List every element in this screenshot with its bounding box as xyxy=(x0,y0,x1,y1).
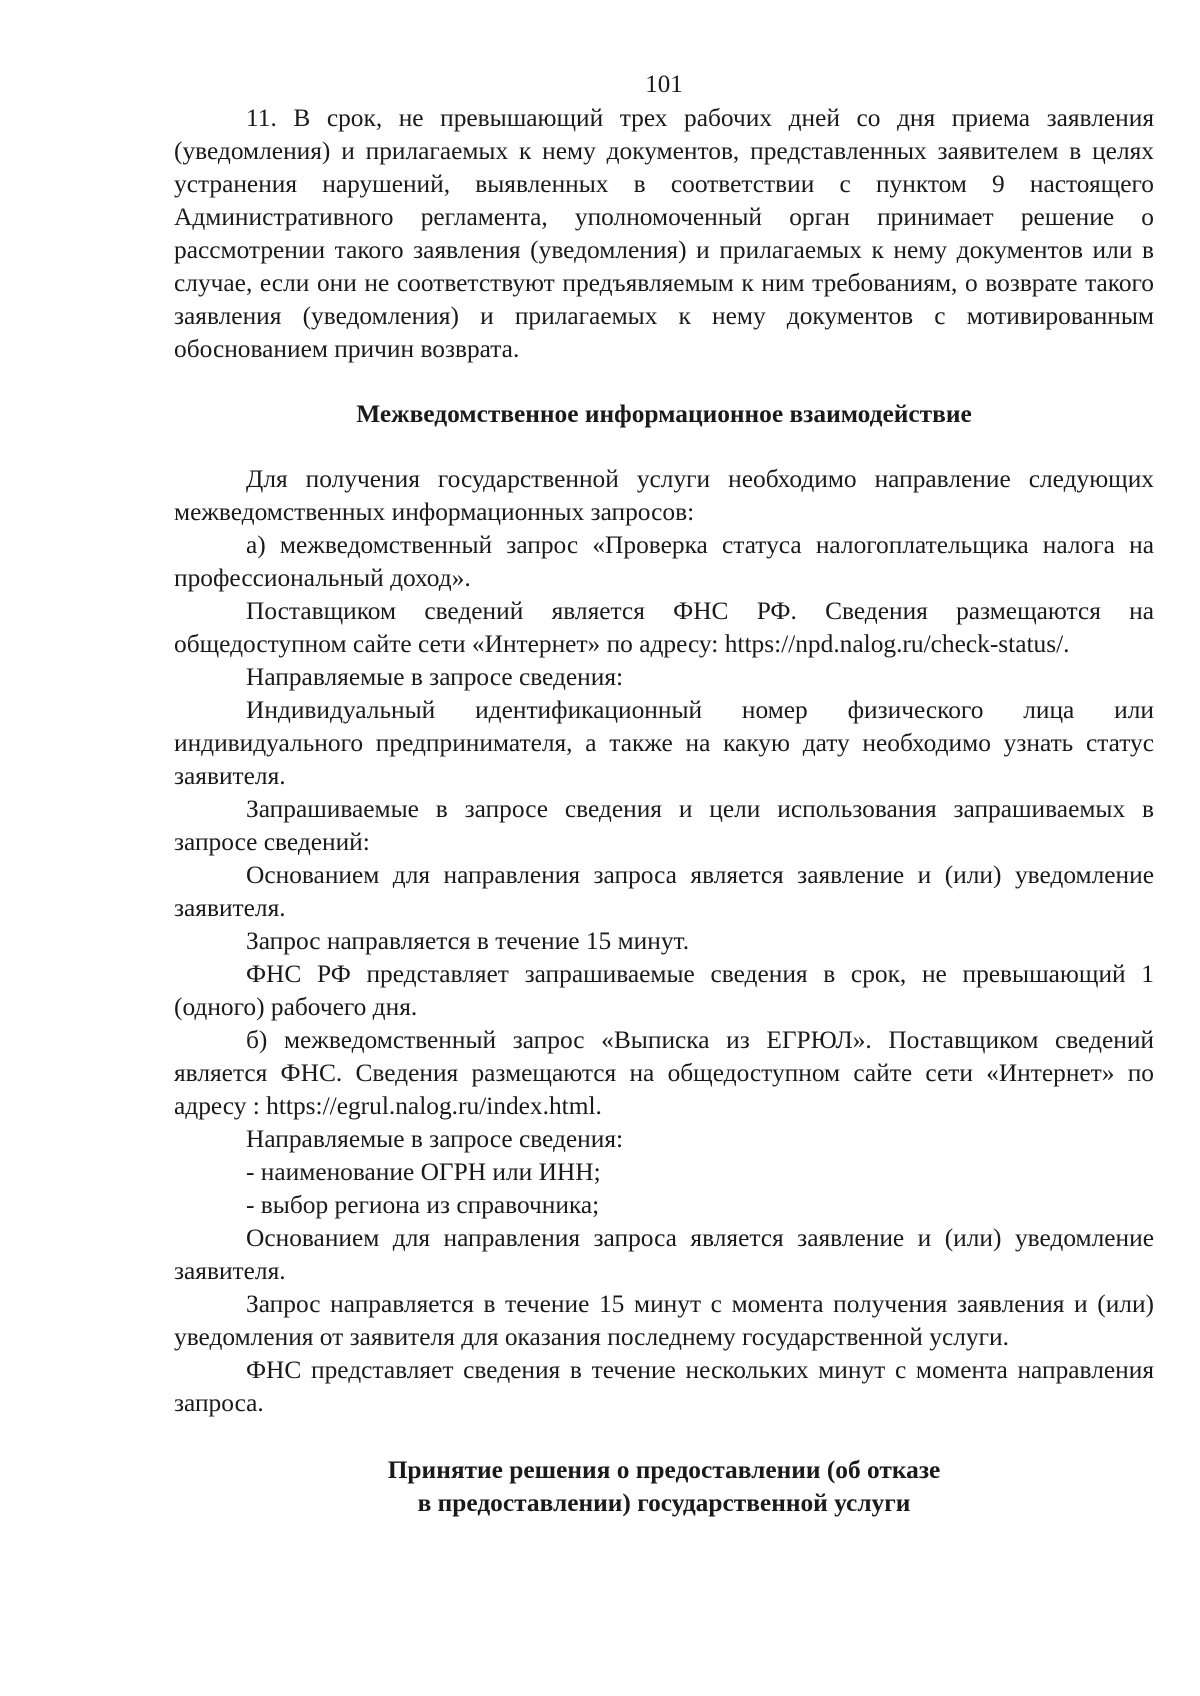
paragraph: Направляемые в запросе сведения: xyxy=(246,1125,624,1153)
paragraph: - выбор региона из справочника; xyxy=(246,1191,600,1219)
paragraph: Поставщиком сведений является ФНС РФ. Сведения размещаются на общедоступном сайте сети «Интернет» по адресу: https://npd.nalog.ru/check-status/. xyxy=(174,597,1154,658)
paragraph: Основанием для направления запроса является заявление и (или) уведомление заявителя. xyxy=(174,1224,1154,1285)
paragraph: Индивидуальный идентификационный номер физического лица или индивидуального предпринимателя, а также на какую дату необходимо узнать статус заявителя. xyxy=(174,696,1154,790)
paragraph: ФНС РФ представляет запрашиваемые сведения в срок, не превышающий 1 (одного) рабочего дня. xyxy=(174,960,1154,1021)
paragraph: Запрос направляется в течение 15 минут с момента получения заявления и (или) уведомления от заявителя для оказания последнему государственной услуги. xyxy=(174,1290,1154,1351)
section-heading-line-2: в предоставлении) государственной услуги xyxy=(417,1489,911,1517)
paragraph: Направляемые в запросе сведения: xyxy=(246,663,624,691)
document-page xyxy=(174,68,1154,1520)
section-heading-decision xyxy=(174,1454,1154,1520)
paragraph: - наименование ОГРН или ИНН; xyxy=(246,1158,601,1186)
section-heading-line-1: Принятие решения о предоставлении (об отказе xyxy=(387,1456,941,1484)
paragraph-item-11: 11. В срок, не превышающий трех рабочих дней со дня приема заявления (уведомления) и прилагаемых к нему документов, представленных заявителем в целях устранения нарушений, выявленных в соответствии с пунктом 9 настоящего Административного регламента, уполномоченный орган принимает решение о рассмотрении такого заявления (уведомления) и прилагаемых к нему документов или в случае, если они не соответствуют предъявляемым к ним требованиям, о возврате такого заявления (уведомления) и прилагаемых к нему документов с мотивированным обоснованием причин возврата. xyxy=(174,104,1154,363)
paragraph: ФНС представляет сведения в течение нескольких минут с момента направления запроса. xyxy=(174,1356,1154,1417)
paragraph: б) межведомственный запрос «Выписка из ЕГРЮЛ». Поставщиком сведений является ФНС. Сведения размещаются на общедоступном сайте сети «Интернет» по адресу : https://egrul.nalog.ru/index.html. xyxy=(174,1026,1154,1120)
paragraph: Для получения государственной услуги необходимо направление следующих межведомственных информационных запросов: xyxy=(174,465,1154,526)
paragraph: а) межведомственный запрос «Проверка статуса налогоплательщика налога на профессиональный доход». xyxy=(174,531,1154,592)
paragraph: Запрос направляется в течение 15 минут. xyxy=(246,927,690,955)
paragraph: Запрашиваемые в запросе сведения и цели использования запрашиваемых в запросе сведений: xyxy=(174,795,1154,856)
paragraph: Основанием для направления запроса является заявление и (или) уведомление заявителя. xyxy=(174,861,1154,922)
section-heading-interagency: Межведомственное информационное взаимодействие xyxy=(356,400,972,428)
page-number: 101 xyxy=(645,71,683,98)
